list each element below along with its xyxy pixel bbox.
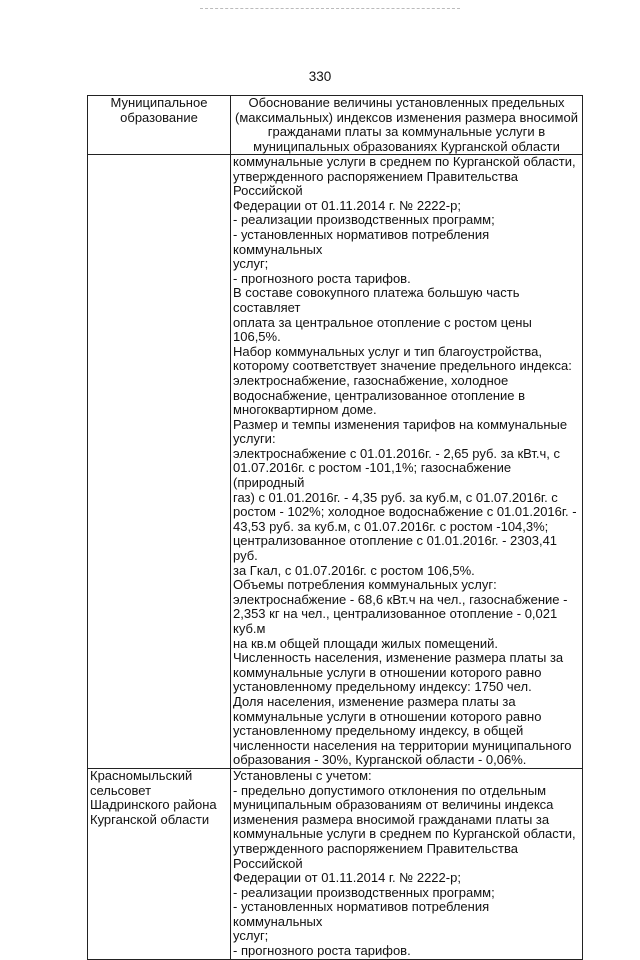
justification-line: установленному предельному индексу: 1750 чел.	[233, 679, 532, 695]
justification-line: услуг;	[233, 256, 269, 272]
justification-line: изменения размера вносимой гражданами платы за	[233, 811, 550, 827]
justification-line: услуг;	[233, 928, 269, 944]
header-justification: Обоснование величины установленных предельных (максимальных) индексов изменения размера вносимой гражданами платы за коммунальные услуги в муниципальных образованиях Курганской области	[231, 96, 583, 155]
justification-line: многоквартирном доме.	[233, 402, 377, 418]
table-row	[88, 155, 583, 769]
justification-line: которому соответствует значение предельного индекса:	[233, 358, 572, 374]
table-header-row	[88, 96, 583, 155]
justification-line: ростом - 102%; холодное водоснабжение с 01.01.2016г. -	[233, 504, 577, 520]
justification-line: Установлены с учетом:	[233, 767, 372, 783]
justification-line: коммунальные услуги в среднем по Курганской области,	[233, 826, 576, 842]
justification-cell	[231, 768, 583, 959]
justification-line: услуги:	[233, 431, 276, 447]
justification-line: численности населения на территории муниципального	[233, 737, 572, 753]
justification-line: Доля населения, изменение размера платы за	[233, 693, 516, 709]
table-row	[88, 768, 583, 959]
scan-artifact-line	[200, 8, 460, 9]
justification-line: утвержденного распоряжением Правительства Российской	[233, 168, 518, 199]
justification-line: 43,53 руб. за куб.м, с 01.07.2016г. с ростом -104,3%;	[233, 518, 549, 534]
justification-line: электроснабжение с 01.01.2016г. - 2,65 руб. за кВт.ч, с	[233, 445, 560, 461]
justification-line: коммунальные услуги в отношении которого равно	[233, 664, 542, 680]
justification-line: муниципальным образованиям от величины индекса	[233, 797, 554, 813]
justification-line: - реализации производственных программ;	[233, 884, 495, 900]
municipality-line: Курганской области	[90, 811, 210, 827]
justification-line: коммунальные услуги в отношении которого равно	[233, 708, 542, 724]
justification-line: Численность населения, изменение размера платы за	[233, 650, 564, 666]
municipality-cell	[88, 768, 231, 959]
justification-line: газ) с 01.01.2016г. - 4,35 руб. за куб.м, с 01.07.2016г. с	[233, 489, 558, 505]
justification-line: водоснабжение, централизованное отопление в	[233, 387, 526, 403]
justification-cell	[231, 155, 583, 769]
justification-line: В составе совокупного платежа большую часть составляет	[233, 285, 520, 315]
justification-line: коммунальные услуги в среднем по Курганской области,	[233, 154, 576, 169]
municipality-line: Красномыльский	[90, 767, 193, 783]
justification-line: утвержденного распоряжением Правительства Российской	[233, 840, 518, 871]
justification-line: на кв.м общей площади жилых помещений.	[233, 635, 499, 651]
justification-line: 01.07.2016г. с ростом -101,1%; газоснабжение (природный	[233, 460, 512, 491]
page-number: 330	[308, 69, 332, 84]
justification-table	[87, 95, 583, 960]
justification-line: - установленных нормативов потребления коммунальных	[233, 899, 490, 929]
justification-line: Объемы потребления коммунальных услуг:	[233, 577, 497, 593]
municipality-line: сельсовет	[90, 782, 152, 798]
justification-line: Набор коммунальных услуг и тип благоустройства,	[233, 343, 542, 359]
municipality-cell	[88, 155, 231, 769]
justification-line: - предельно допустимого отклонения по отдельным	[233, 782, 547, 798]
justification-line: электроснабжение, газоснабжение, холодное	[233, 372, 509, 388]
justification-line: централизованное отопление с 01.01.2016г. - 2303,41 руб.	[233, 533, 558, 564]
justification-line: электроснабжение - 68,6 кВт.ч на чел., газоснабжение -	[233, 591, 568, 607]
justification-line: - прогнозного роста тарифов.	[233, 943, 411, 959]
justification-line: Федерации от 01.11.2014 г. № 2222-р;	[233, 870, 461, 886]
justification-line: 2,353 кг на чел., централизованное отопление - 0,021 куб.м	[233, 606, 558, 636]
municipality-line: Шадринского района	[90, 797, 217, 813]
justification-line: образования - 30%, Курганской области - 0,06%.	[233, 752, 527, 768]
justification-line: - реализации производственных программ;	[233, 212, 495, 228]
justification-line: оплата за центральное отопление с ростом цены 106,5%.	[233, 314, 532, 345]
justification-line: за Гкал, с 01.07.2016г. с ростом 106,5%.	[233, 562, 475, 578]
justification-line: - прогнозного роста тарифов.	[233, 270, 411, 286]
justification-line: Размер и темпы изменения тарифов на коммунальные	[233, 416, 568, 432]
header-municipality: Муниципальное образование	[88, 96, 231, 155]
justification-line: - установленных нормативов потребления коммунальных	[233, 226, 490, 257]
justification-line: Федерации от 01.11.2014 г. № 2222-р;	[233, 197, 461, 213]
justification-line: установленному предельному индексу, в общей	[233, 723, 524, 739]
